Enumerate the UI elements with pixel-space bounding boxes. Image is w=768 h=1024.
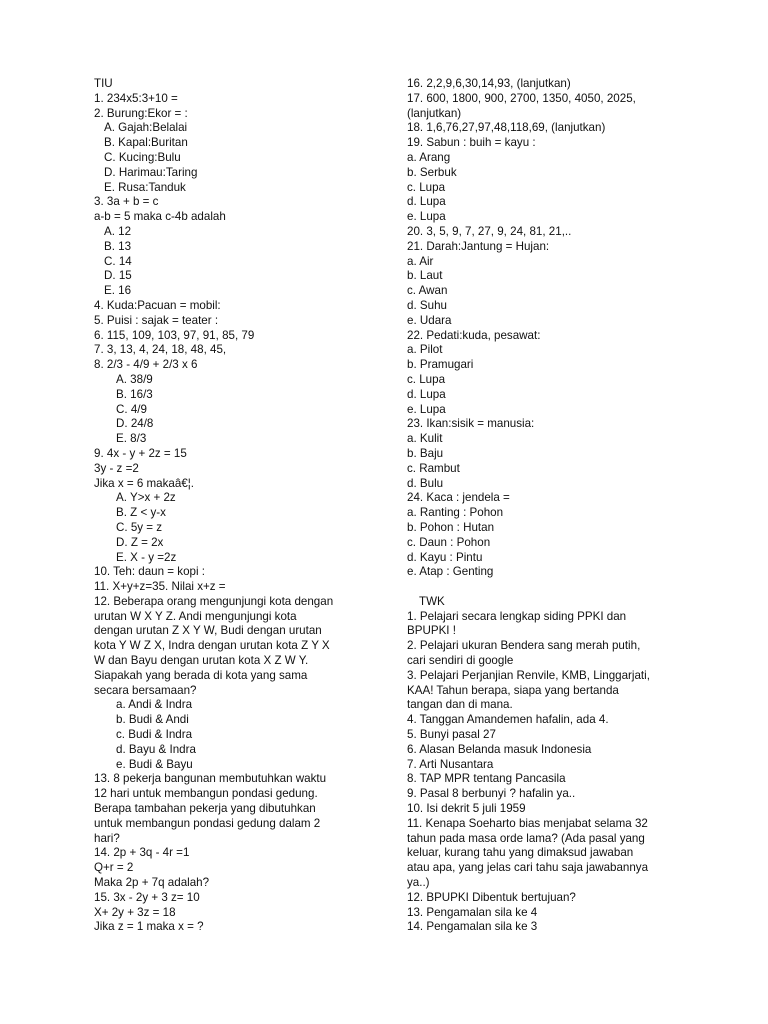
question-line: b. Pohon : Hutan [407,520,495,534]
question-line: 3. 3a + b = c [94,195,159,209]
question-line: c. Daun : Pohon [407,535,491,549]
question-line: a. Air [407,254,434,268]
question-line: dengan urutan Z X Y W, Budi dengan urutan [94,624,322,638]
question-line: d. Suhu [407,298,447,312]
question-line: 7. Arti Nusantara [407,757,494,771]
question-line: secara bersamaan? [94,683,197,697]
answer-option: B. Z < y-x [116,506,166,520]
answer-option: E. 16 [104,284,132,298]
question-line: TIU [94,77,113,90]
question-line: d. Lupa [407,195,446,209]
question-line: Berapa tambahan pekerja yang dibutuhkan [94,802,316,816]
question-line: 3y - z =2 [94,461,139,475]
question-line: 9. 4x - y + 2z = 15 [94,446,187,460]
question-line: 15. 3x - 2y + 3 z= 10 [94,890,200,904]
question-line: 14. Pengamalan sila ke 3 [407,920,538,934]
answer-option: D. 24/8 [116,417,154,431]
answer-option: C. 14 [104,254,132,268]
question-line: 3. Pelajari Perjanjian Renvile, KMB, Linggarjati, [407,668,650,682]
question-line: 16. 2,2,9,6,30,14,93, (lanjutkan) [407,77,571,90]
question-line: tahun pada masa orde lama? (Ada pasal yang [407,831,645,845]
answer-option: B. 16/3 [116,387,153,401]
question-line: untuk membangun pondasi gedung dalam 2 [94,816,321,830]
question-line: 23. Ikan:sisik = manusia: [407,417,535,431]
question-line: c. Awan [407,284,448,298]
question-line: 21. Darah:Jantung = Hujan: [407,239,550,253]
question-line: 5. Puisi : sajak = teater : [94,313,219,327]
answer-option: c. Budi & Indra [116,728,193,742]
answer-option: D. 15 [104,269,132,283]
question-line: 8. TAP MPR tentang Pancasila [407,772,566,786]
question-line: 13. Pengamalan sila ke 4 [407,905,538,919]
question-line: b. Pramugari [407,358,474,372]
question-line: e. Atap : Genting [407,565,494,579]
answer-option: A. 38/9 [116,372,153,386]
section-heading: TWK [419,594,445,608]
question-line: kota Y W Z X, Indra dengan urutan kota Z Y X [94,639,330,653]
answer-option: A. Y>x + 2z [116,491,176,505]
question-line: X+ 2y + 3z = 18 [94,905,176,919]
question-line: Q+r = 2 [94,861,134,875]
question-line: cari sendiri di google [407,654,514,668]
answer-option: D. Harimau:Taring [104,165,198,179]
answer-option: d. Bayu & Indra [116,742,196,756]
answer-option: E. 8/3 [116,432,147,446]
question-line: 17. 600, 1800, 900, 2700, 1350, 4050, 2025, [407,91,636,105]
answer-option: b. Budi & Andi [116,713,189,727]
question-line: BPUPKI ! [407,624,456,638]
question-line: tangan dan di mana. [407,698,513,712]
question-line: 2. Burung:Ekor = : [94,106,188,120]
question-line: c. Rambut [407,461,460,475]
question-line: Maka 2p + 7q adalah? [94,876,210,890]
answer-option: A. 12 [104,224,132,238]
answer-option: B. 13 [104,239,132,253]
question-line: d. Bulu [407,476,444,490]
question-line: 12. BPUPKI Dibentuk bertujuan? [407,890,576,904]
question-line: 5. Bunyi pasal 27 [407,728,496,742]
question-line: 12. Beberapa orang mengunjungi kota dengan [94,594,334,608]
question-line: Jika z = 1 maka x = ? [94,920,204,934]
question-line: 1. Pelajari secara lengkap siding PPKI dan [407,609,627,623]
question-line: 14. 2p + 3q - 4r =1 [94,846,190,860]
question-line: 11. X+y+z=35. Nilai x+z = [94,580,226,594]
question-line: Jika x = 6 makaâ€¦. [94,476,194,490]
question-line: a. Pilot [407,343,443,357]
question-line: 4. Tanggan Amandemen hafalin, ada 4. [407,713,609,727]
question-line: b. Serbuk [407,165,457,179]
question-line: a. Arang [407,150,451,164]
question-line: hari? [94,831,120,845]
answer-option: C. Kucing:Bulu [104,150,181,164]
question-line: 2. Pelajari ukuran Bendera sang merah putih, [407,639,641,653]
blank-line [407,580,679,595]
question-line: W dan Bayu dengan urutan kota X Z W Y. [94,654,309,668]
question-line: 8. 2/3 - 4/9 + 2/3 x 6 [94,358,198,372]
question-line: c. Lupa [407,372,446,386]
question-line: (lanjutkan) [407,106,462,120]
question-line: 7. 3, 13, 4, 24, 18, 48, 45, [94,343,227,357]
answer-option: C. 5y = z [116,520,163,534]
question-line: e. Udara [407,313,452,327]
question-line: e. Lupa [407,210,446,224]
question-line: 4. Kuda:Pacuan = mobil: [94,298,221,312]
question-line: urutan W X Y Z. Andi mengunjungi kota [94,609,297,623]
left-column [94,77,366,935]
question-line: ya..) [407,876,430,890]
question-line: atau apa, yang jelas cari tahu saja jawabannya [407,861,649,875]
question-line: keluar, kurang tahu yang dimaksud jawaban [407,846,634,860]
question-line: 24. Kaca : jendela = [407,491,510,505]
answer-option: A. Gajah:Belalai [104,121,188,135]
question-line: Siapakah yang berada di kota yang sama [94,668,308,682]
question-line: 12 hari untuk membangun pondasi gedung. [94,787,318,801]
question-line: a. Ranting : Pohon [407,506,504,520]
answer-option: E. X - y =2z [116,550,177,564]
question-line: a. Kulit [407,432,443,446]
question-line: 10. Teh: daun = kopi : [94,565,205,579]
answer-option: E. Rusa:Tanduk [104,180,186,194]
question-line: 6. 115, 109, 103, 97, 91, 85, 79 [94,328,255,342]
question-line: e. Lupa [407,402,446,416]
question-line: d. Lupa [407,387,446,401]
question-line: c. Lupa [407,180,446,194]
question-line: 18. 1,6,76,27,97,48,118,69, (lanjutkan) [407,121,606,135]
answer-option: D. Z = 2x [116,535,164,549]
question-line: KAA! Tahun berapa, siapa yang bertanda [407,683,619,697]
question-line: d. Kayu : Pintu [407,550,483,564]
question-line: a-b = 5 maka c-4b adalah [94,210,226,224]
right-column [407,77,679,935]
answer-option: B. Kapal:Buritan [104,136,188,150]
question-line: 10. Isi dekrit 5 juli 1959 [407,802,526,816]
question-line: 22. Pedati:kuda, pesawat: [407,328,541,342]
question-line: b. Laut [407,269,443,283]
question-line: b. Baju [407,446,444,460]
answer-option: C. 4/9 [116,402,147,416]
answer-option: a. Andi & Indra [116,698,193,712]
question-line: 1. 234x5:3+10 = [94,91,178,105]
question-line: 6. Alasan Belanda masuk Indonesia [407,742,592,756]
question-line: 13. 8 pekerja bangunan membutuhkan waktu [94,772,327,786]
question-line: 20. 3, 5, 9, 7, 27, 9, 24, 81, 21,.. [407,224,572,238]
question-line: 9. Pasal 8 berbunyi ? hafalin ya.. [407,787,576,801]
question-line: 11. Kenapa Soeharto bias menjabat selama 32 [407,816,648,830]
question-line: 19. Sabun : buih = kayu : [407,136,536,150]
answer-option: e. Budi & Bayu [116,757,193,771]
